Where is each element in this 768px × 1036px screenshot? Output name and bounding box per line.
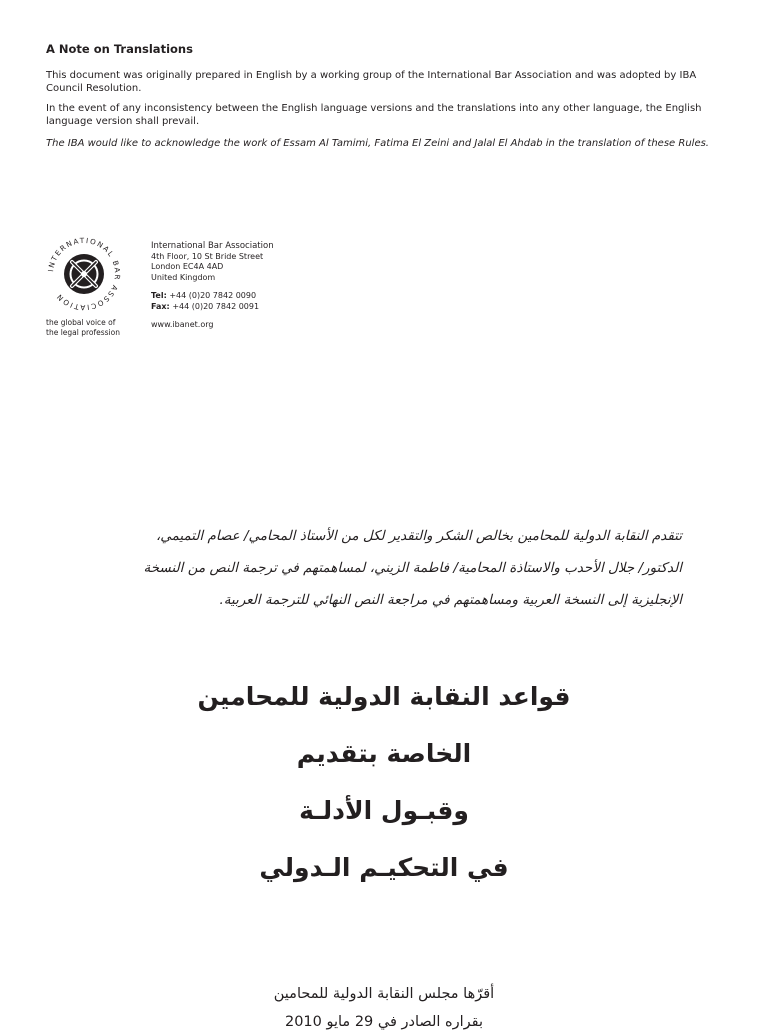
approval-line-2: بقراره الصادر في 29 مايو 2010 [284,1014,484,1030]
telephone-label: Tel: [151,291,167,300]
title-line-4: في التحكيـم الـدولي [259,853,509,882]
ack-line-1: تتقدم النقابة الدولية للمحامين بخالص الشكر والتقدير لكل من الأستاذ المحامي/ عصام التميمي، [155,528,682,544]
fax-label: Fax: [151,301,170,311]
fax-number: +44 (0)20 7842 0091 [172,301,260,311]
iba-contact-block [151,241,274,331]
note-heading: A Note on Translations [46,42,193,56]
telephone-number: +44 (0)20 7842 0090 [169,291,257,300]
note-paragraph-acknowledgement: The IBA would like to acknowledge the work of Essam Al Tamimi, Fatima El Zeini and Jalal El Ahdab in the translation of these Rules. [46,138,709,149]
telephone-line [151,291,274,302]
tagline-line-1: the global voice of [46,318,116,327]
translation-note [46,42,726,157]
logo-ring-text: INTERNATIONAL BAR ASSOCIATION [46,235,123,313]
title-line-1: قواعد النقابة الدولية للمحامين [197,682,571,711]
iba-emblem-icon [44,234,124,314]
arabic-approval-note [84,980,684,1036]
arabic-acknowledgement [90,520,682,616]
ack-line-2: الدكتور/ جلال الأحدب والاستاذة المحامية/ فاطمة الزيني، لمساهمتهم في ترجمة النص من النسخة [143,560,682,576]
note-paragraph-origin: This document was originally prepared in English by a working group of the International Bar Association and was adopted by IBA Council Resolution. [46,70,697,94]
logo-tagline [46,318,124,337]
approval-line-1: أقرّها مجلس النقابة الدولية للمحامين [273,986,495,1002]
address-line-1: 4th Floor, 10 St Bride Street [151,251,264,261]
tagline-line-2: the legal profession [46,327,120,337]
arabic-document-title [84,668,684,896]
fax-line [151,302,274,313]
address-line-3: United Kingdom [151,272,216,282]
website-link[interactable]: www.ibanet.org [151,320,214,329]
note-paragraph-precedence: In the event of any inconsistency between the English language versions and the translations into any other language, the English language version shall prevail. [46,103,702,127]
organisation-name: International Bar Association [151,241,274,251]
address-line-2: London EC4A 4AD [151,262,224,271]
title-line-2: الخاصة بتقديم [296,739,472,768]
ack-line-3: الإنجليزية إلى النسخة العربية ومساهمتهم في مراجعة النص النهائي للترجمة العربية. [219,592,682,608]
title-line-3: وقبـول الأدلـة [299,796,469,825]
iba-logo [44,234,124,337]
